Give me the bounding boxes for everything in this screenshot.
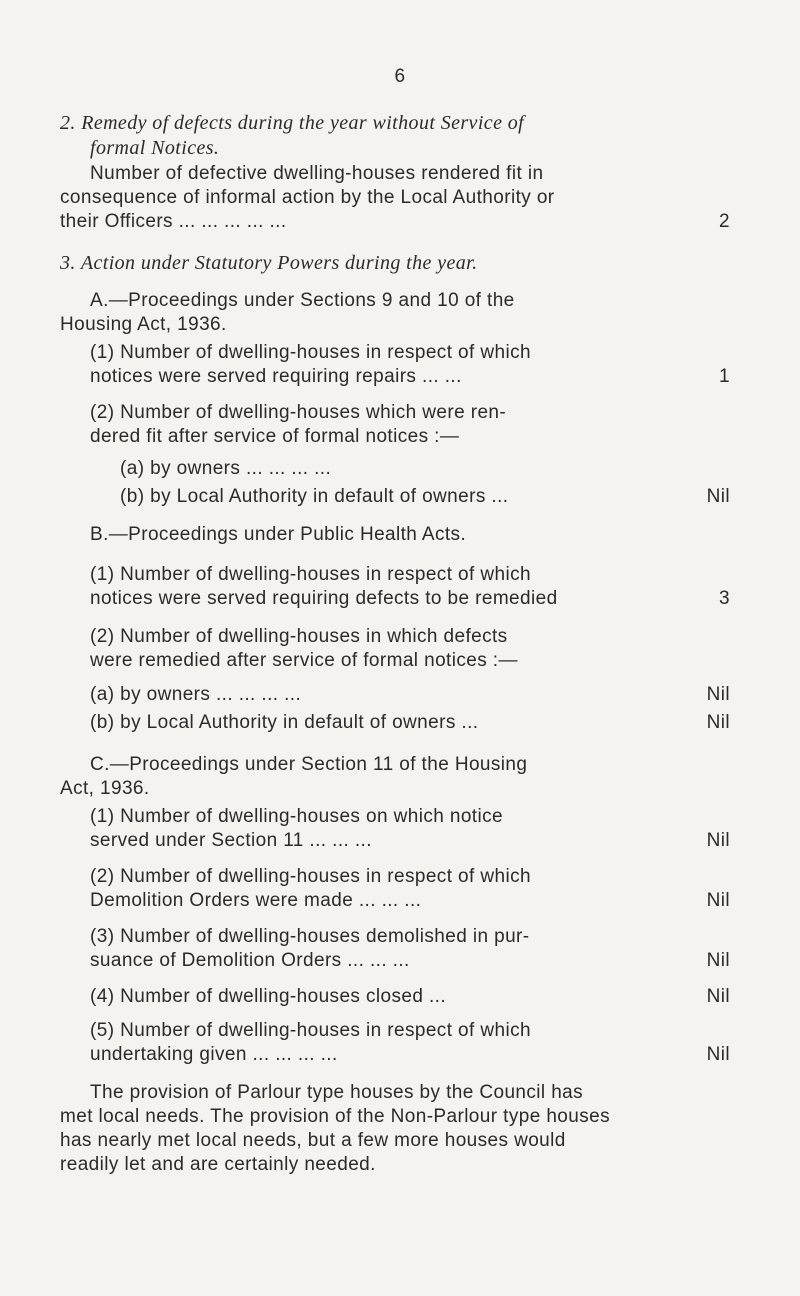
b-item-2b-value: Nil xyxy=(706,712,730,733)
section-2-heading-line-1: 2. Remedy of defects during the year without Service of xyxy=(60,112,525,134)
closing-line-3: has nearly met local needs, but a few more houses would xyxy=(60,1130,566,1151)
section-2-item-line-2: consequence of informal action by the Local Authority or xyxy=(60,187,555,208)
a-item-2a: (a) by owners ... ... ... ... xyxy=(120,458,332,479)
a-item-1-line-2: notices were served requiring repairs ... ... xyxy=(90,366,462,387)
c-item-5-line-1: (5) Number of dwelling-houses in respect of which xyxy=(90,1020,531,1041)
b-item-1-line-1: (1) Number of dwelling-houses in respect of which xyxy=(90,564,531,585)
subsection-c-heading-line-1: C.—Proceedings under Section 11 of the Housing xyxy=(90,754,528,775)
section-2-heading-line-2: formal Notices. xyxy=(90,137,220,159)
closing-line-4: readily let and are certainly needed. xyxy=(60,1154,376,1175)
b-item-1-line-2: notices were served requiring defects to be remedied xyxy=(90,588,558,609)
subsection-b-heading: B.—Proceedings under Public Health Acts. xyxy=(90,524,467,545)
c-item-2-value: Nil xyxy=(706,890,730,911)
c-item-4-value: Nil xyxy=(706,986,730,1007)
a-item-1-value: 1 xyxy=(719,366,730,387)
b-item-2a: (a) by owners ... ... ... ... xyxy=(90,684,302,705)
c-item-5-value: Nil xyxy=(706,1044,730,1065)
a-item-2b: (b) by Local Authority in default of owners ... xyxy=(120,486,509,507)
section-2-item-line-3: their Officers ... ... ... ... ... xyxy=(60,211,287,232)
c-item-1-value: Nil xyxy=(706,830,730,851)
subsection-c-heading-line-2: Act, 1936. xyxy=(60,778,150,799)
section-2-item-line-1: Number of defective dwelling-houses rendered fit in xyxy=(90,163,544,184)
c-item-3-line-2: suance of Demolition Orders ... ... ... xyxy=(90,950,410,971)
a-item-1-line-1: (1) Number of dwelling-houses in respect of which xyxy=(90,342,531,363)
section-2-value: 2 xyxy=(719,211,730,232)
c-item-1-line-1: (1) Number of dwelling-houses on which notice xyxy=(90,806,503,827)
c-item-2-line-2: Demolition Orders were made ... ... ... xyxy=(90,890,422,911)
section-3-heading: 3. Action under Statutory Powers during the year. xyxy=(60,252,478,274)
page-number: 6 xyxy=(394,66,406,87)
subsection-a-heading-line-1: A.—Proceedings under Sections 9 and 10 of the xyxy=(90,290,515,311)
a-item-2b-value: Nil xyxy=(706,486,730,507)
b-item-2-line-1: (2) Number of dwelling-houses in which defects xyxy=(90,626,508,647)
b-item-1-value: 3 xyxy=(719,588,730,609)
c-item-5-line-2: undertaking given ... ... ... ... xyxy=(90,1044,338,1065)
b-item-2-line-2: were remedied after service of formal notices :— xyxy=(90,650,518,671)
subsection-a-heading-line-2: Housing Act, 1936. xyxy=(60,314,227,335)
closing-line-2: met local needs. The provision of the Non-Parlour type houses xyxy=(60,1106,611,1127)
c-item-4: (4) Number of dwelling-houses closed ... xyxy=(90,986,447,1007)
c-item-2-line-1: (2) Number of dwelling-houses in respect of which xyxy=(90,866,531,887)
c-item-3-value: Nil xyxy=(706,950,730,971)
b-item-2b: (b) by Local Authority in default of owners ... xyxy=(90,712,479,733)
a-item-2-line-2: dered fit after service of formal notices :— xyxy=(90,426,460,447)
c-item-3-line-1: (3) Number of dwelling-houses demolished in pur- xyxy=(90,926,530,947)
closing-line-1: The provision of Parlour type houses by the Council has xyxy=(90,1082,584,1103)
c-item-1-line-2: served under Section 11 ... ... ... xyxy=(90,830,372,851)
b-item-2a-value: Nil xyxy=(706,684,730,705)
a-item-2-line-1: (2) Number of dwelling-houses which were ren- xyxy=(90,402,507,423)
